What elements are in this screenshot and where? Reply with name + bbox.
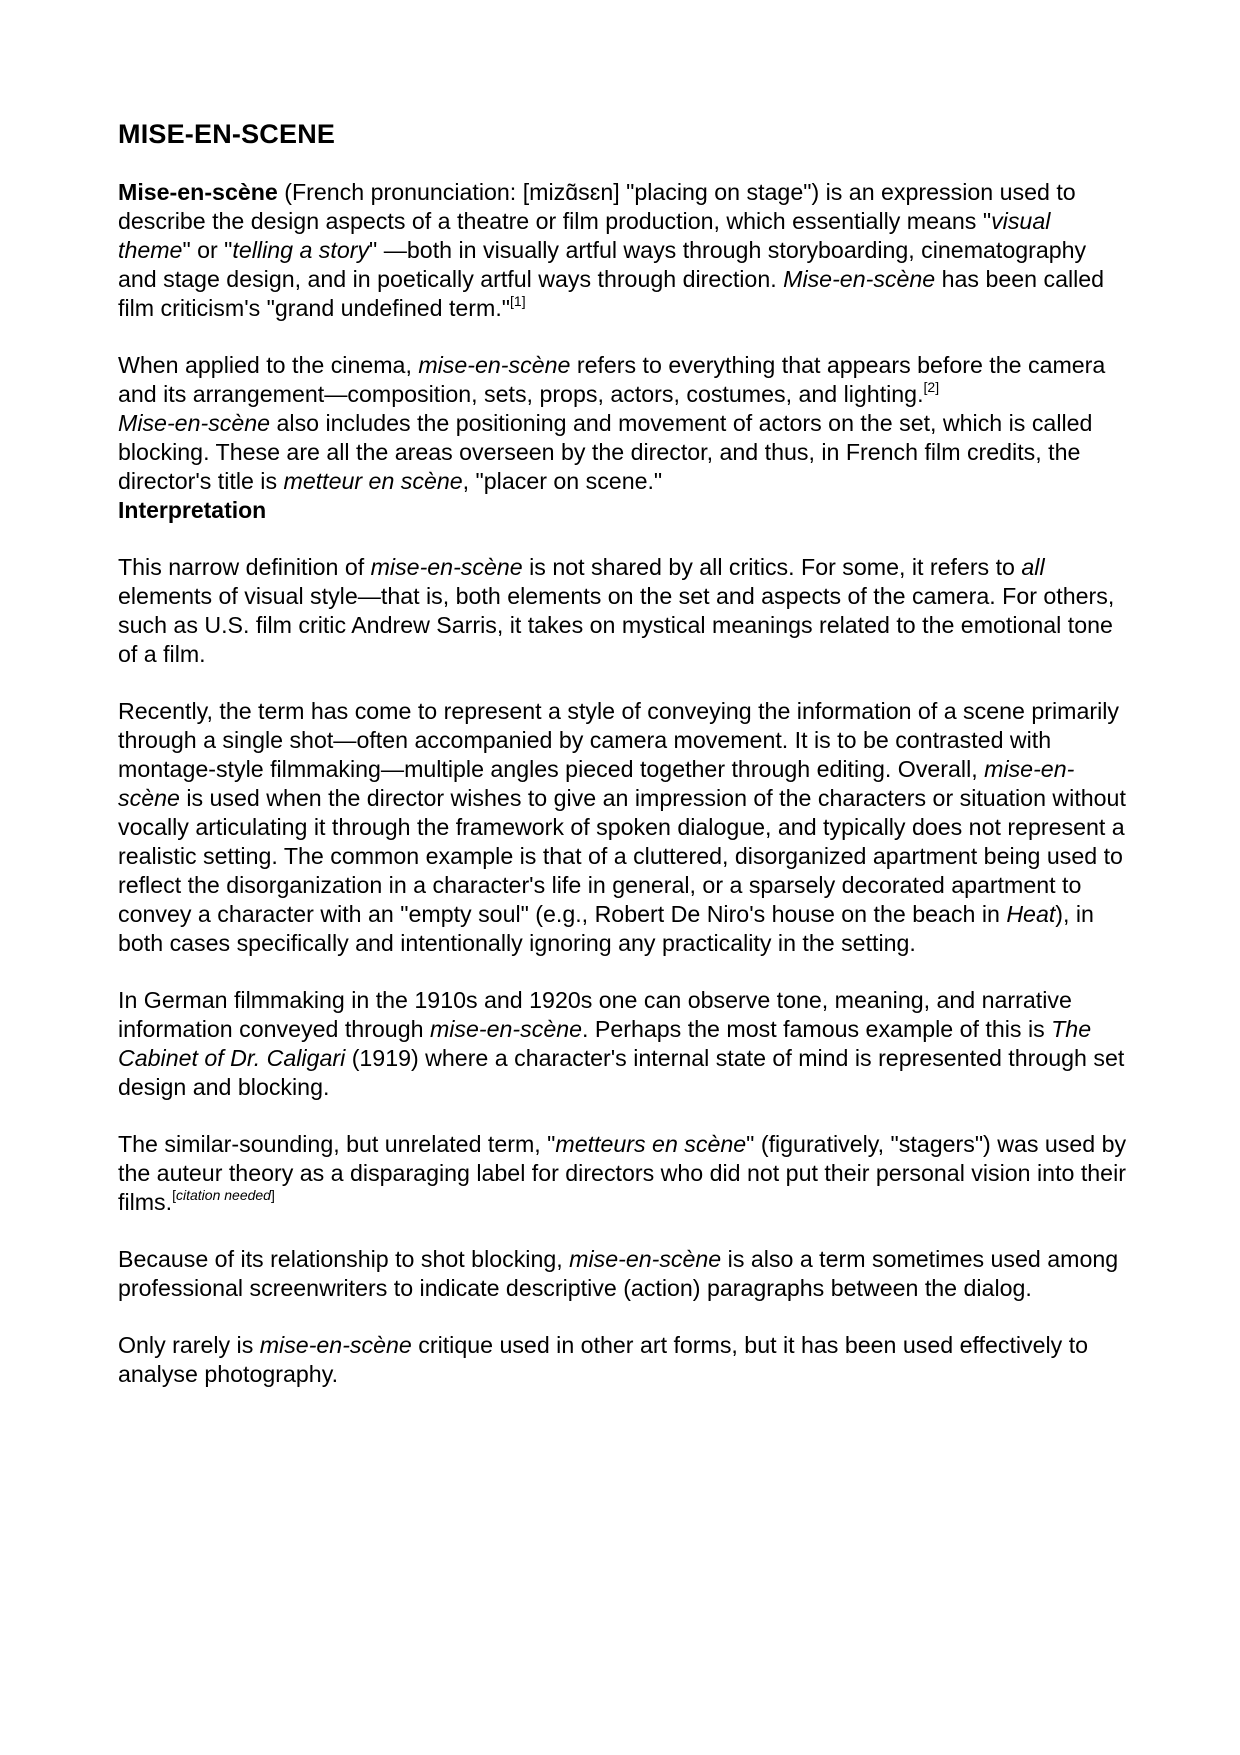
text-run: has been called film criticism's "grand undefined term." [118, 266, 1105, 321]
italic-run: telling a story [232, 237, 370, 263]
intro-paragraph [118, 178, 1128, 323]
text-run: " or " [182, 237, 233, 263]
italic-run: mise-en-scène [569, 1246, 722, 1272]
text-run: refers to everything that appears before the camera and its arrangement—composition, sets, props, actors, costumes, and lighting. [118, 352, 1106, 407]
article-body [118, 118, 1128, 1389]
italic-run: Heat [1006, 901, 1056, 927]
italic-run: The Cabinet of Dr. Caligari [118, 1016, 1092, 1071]
italic-run: mise-en-scène [429, 1016, 583, 1042]
text-run: This narrow definition of [118, 554, 371, 580]
text-run: Recently, the term has come to represent a style of conveying the information of a scene primarily through a single shot—often accompanied by camera movement. It is to be contrasted with montage-style filmmaking—multiple angles pieced together through editing. Overall, [118, 698, 1119, 782]
text-run: (1919) where a character's internal state of mind is represented through set design and blocking. [118, 1045, 1125, 1100]
text-run: (French pronunciation: [mizɑ̃sɛn] "placing on stage") is an expression used to describe the design aspects of a theatre or film production, which essentially means " [118, 179, 1076, 234]
text-run: Because of its relationship to shot blocking, [118, 1246, 570, 1272]
bracket-open: [ [172, 1187, 176, 1204]
text-run: elements of visual style—that is, both elements on the set and aspects of the camera. For others, such as U.S. film critic Andrew Sarris, it takes on mystical meanings related to the emotional tone of a film. [118, 583, 1115, 667]
citation-needed-text: citation needed [176, 1187, 271, 1204]
italic-run: visual theme [118, 208, 1051, 263]
text-run: is also a term sometimes used among professional screenwriters to indicate descriptive (action) paragraphs between the dialog. [118, 1246, 1119, 1301]
art-forms-paragraph [118, 1331, 1128, 1389]
cinema-paragraph [118, 351, 1128, 496]
text-run: When applied to the cinema, [118, 352, 419, 378]
italic-run: mise-en-scène [118, 756, 1075, 811]
page-title: MISE-EN-SCENE [118, 119, 336, 149]
text-run: In German filmmaking in the 1910s and 1920s one can observe tone, meaning, and narrative information conveyed through [118, 987, 1072, 1042]
italic-run: all [1021, 554, 1045, 580]
text-run: The similar-sounding, but unrelated term, " [118, 1131, 556, 1157]
italic-run: mise-en-scène [418, 352, 571, 378]
text-run: " (figuratively, "stagers") was used by the auteur theory as a disparaging label for directors who did not put their personal vision into their films. [118, 1131, 1127, 1215]
italic-run: mise-en-scène [259, 1332, 412, 1358]
style-paragraph [118, 697, 1128, 958]
text-run: is not shared by all critics. For some, it refers to [522, 554, 1022, 580]
text-run: also includes the positioning and movement of actors on the set, which is called blocking. These are all the areas overseen by the director, and thus, in French film credits, the director's title is [118, 410, 1093, 494]
italic-run: Mise-en-scène [118, 410, 271, 436]
text-run: critique used in other art forms, but it has been used effectively to analyse photography. [118, 1332, 1089, 1387]
text-run: ), in both cases specifically and intentionally ignoring any practicality in the setting. [118, 901, 1094, 956]
text-run: . Perhaps the most famous example of this is [582, 1016, 1052, 1042]
citation-needed-note[interactable] [172, 1187, 275, 1203]
definition-paragraph [118, 553, 1128, 669]
bracket-close: ] [270, 1187, 275, 1204]
metteurs-paragraph [118, 1130, 1128, 1217]
italic-run: metteurs en scène [555, 1131, 747, 1157]
term-bold: Mise-en-scène [118, 179, 278, 205]
italic-run: Mise-en-scène [783, 266, 936, 292]
screenwriters-paragraph [118, 1245, 1128, 1303]
text-run: Only rarely is [118, 1332, 260, 1358]
german-filmmaking-paragraph [118, 986, 1128, 1102]
italic-run: metteur en scène [283, 468, 463, 494]
text-run: , "placer on scene." [462, 468, 663, 494]
text-run: is used when the director wishes to give an impression of the characters or situation without vocally articulating it through the framework of spoken dialogue, and typically does not represent a realistic setting. The common example is that of a cluttered, disorganized apartment being used to reflect the disorganization in a character's life in general, or a sparsely decorated apartment to convey a character with an "empty soul" (e.g., Robert De Niro's house on the beach in [118, 785, 1126, 927]
italic-run: mise-en-scène [370, 554, 523, 580]
section-heading-interpretation: Interpretation [118, 497, 267, 523]
citation-ref-1[interactable]: [1] [510, 293, 526, 310]
citation-ref-2[interactable]: [2] [923, 379, 940, 396]
text-run: " —both in visually artful ways through storyboarding, cinematography and stage design, and in poetically artful ways through direction. [118, 237, 1087, 292]
